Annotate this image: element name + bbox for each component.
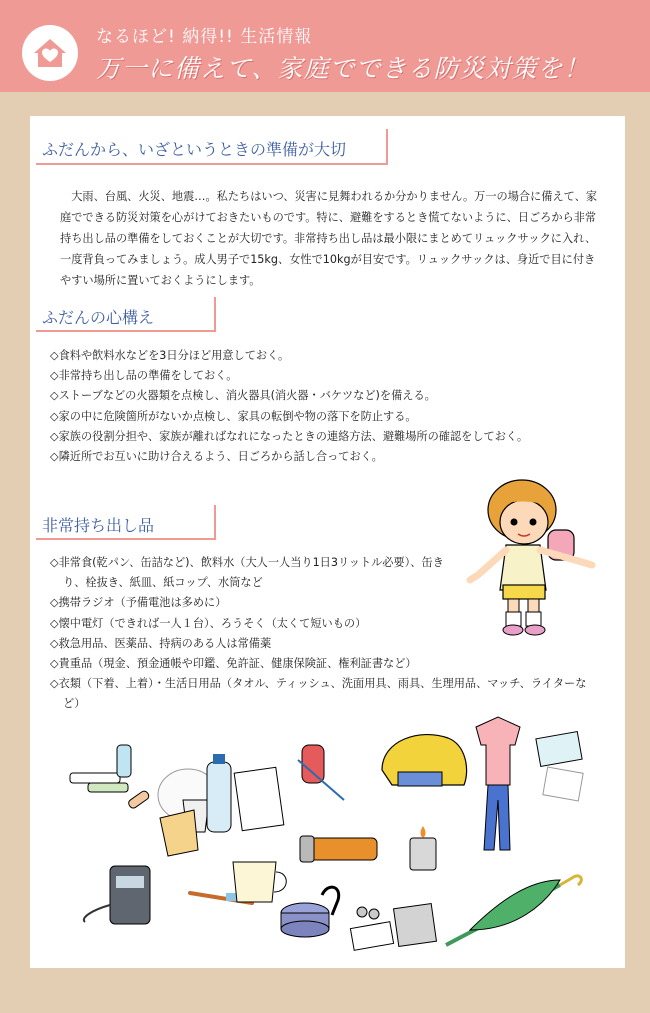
heading-rule-vertical (214, 505, 216, 540)
section-heading-emergency-kit: 非常持ち出し品 (42, 516, 155, 535)
list-item: ◇携帯ラジオ（予備電池は多めに） (50, 596, 227, 610)
list-item: ◇食料や飲料水などを3日分ほど用意しておく。 (50, 349, 290, 362)
list-item: ◇衣類（下着、上着）・生活日用品（タオル、ティッシュ、洗面用具、雨具、生理用品、マッチ、ライターなど） (50, 677, 587, 711)
heading-rule-vertical (386, 129, 388, 165)
heading-underline (36, 163, 388, 165)
list-item: ◇隣近所でお互いに助け合えるよう、日ごろから話し合っておく。 (50, 450, 383, 464)
list-item: ◇救急用品、医薬品、持病のある人は常備薬 (50, 636, 272, 650)
heading-underline (36, 330, 216, 332)
list-item: ◇家族の役割分担や、家族が離ればなれになったときの連絡方法、避難場所の確認をしておく。 (50, 429, 529, 443)
section-heading-mindset: ふだんの心構え (42, 308, 155, 327)
header-banner (0, 0, 650, 92)
section-heading-preparation: ふだんから、いざというときの準備が大切 (42, 140, 347, 159)
intro-paragraph: 大雨、台風、火災、地震…。私たちはいつ、災害に見舞われるか分かりません。万一の場合に備えて、家庭でできる防災対策を心がけておきたいものです。特に、避難をするとき慌てないように、日ごろから非常持ち出し品の準備をしておくことが大切です。非常持ち出し品は最小限にまとめてリュックサックに入れ、一度背負ってみましょう。成人男子で15kg、女性で10kgが目安です。リュックサックは、身近で目に付きやすい場所に置いておくようにします。 (60, 190, 598, 287)
list-item: ◇懐中電灯（できれば一人１台）、ろうそく（太くて短いもの） (50, 616, 367, 630)
page-title: 万一に備えて、家庭でできる防災対策を！ (96, 54, 590, 83)
heading-rule-vertical (214, 297, 216, 332)
heading-underline (36, 538, 216, 540)
emergency-kit-list (50, 553, 590, 715)
list-item: ◇貴重品（現金、預金通帳や印鑑、免許証、健康保険証、権利証書など） (50, 657, 417, 671)
header-kicker: なるほど! 納得!! 生活情報 (96, 27, 313, 47)
list-item: ◇非常持ち出し品の準備をしておく。 (50, 369, 238, 383)
list-item: ◇ストーブなどの火器類を点検し、消火器具(消火器・バケツなど)を備える。 (50, 389, 436, 403)
list-item: ◇家の中に危険箇所がないか点検し、家具の転倒や物の落下を防止する。 (50, 409, 417, 423)
mindset-list (50, 346, 620, 467)
list-item: ◇非常食(乾パン、缶詰など)、飲料水（大人一人当り1日3リットル必要）、缶きり、栓抜き、紙皿、紙コップ、水筒など (50, 556, 444, 590)
house-heart-icon (22, 25, 78, 81)
